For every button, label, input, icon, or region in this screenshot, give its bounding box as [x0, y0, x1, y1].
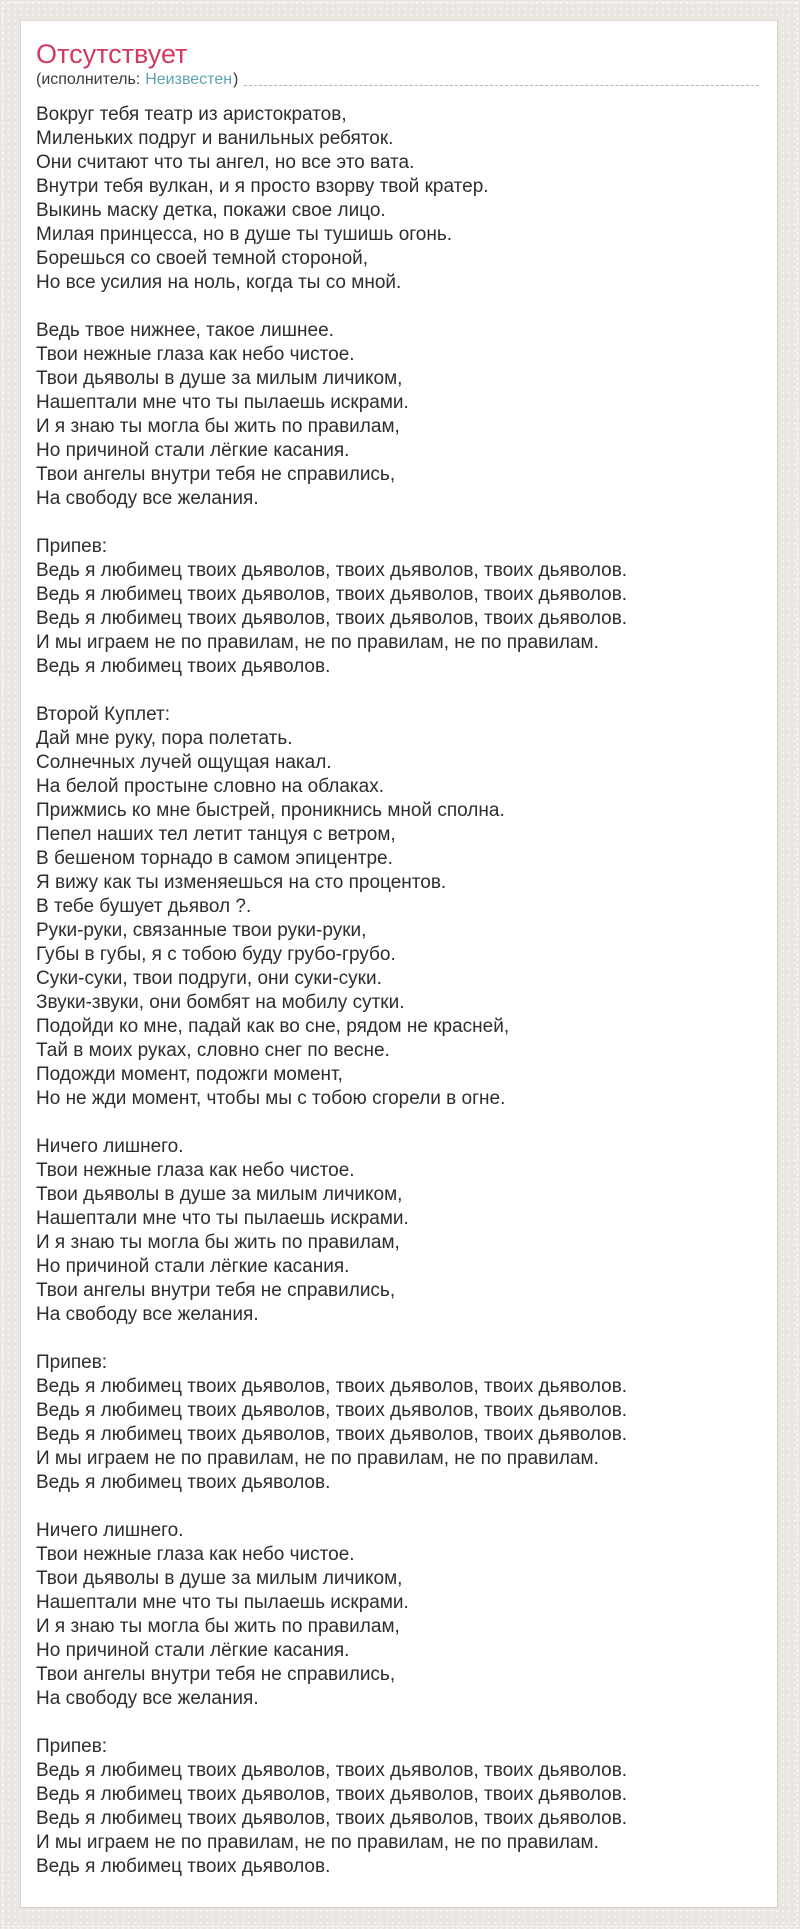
- lyric-line: На свободу все желания.: [36, 488, 259, 509]
- artist-row: [36, 69, 759, 91]
- lyric-line: Ведь я любимец твоих дьяволов, твоих дьяволов, твоих дьяволов.: [36, 608, 628, 629]
- lyric-line: Твои ангелы внутри тебя не справились,: [36, 1280, 396, 1301]
- lyric-line: На свободу все желания.: [36, 1688, 259, 1709]
- lyric-line: Выкинь маску детка, покажи свое лицо.: [36, 200, 386, 221]
- lyric-line: Припев:: [36, 1736, 108, 1757]
- lyric-line: Припев:: [36, 536, 108, 557]
- lyric-line: Звуки-звуки, они бомбят на мобилу сутки.: [36, 992, 405, 1013]
- lyric-line: Ведь я любимец твоих дьяволов.: [36, 1856, 331, 1877]
- stanza: [36, 1351, 759, 1495]
- lyric-line: И мы играем не по правилам, не по правилам, не по правилам.: [36, 1448, 599, 1469]
- lyric-line: Внутри тебя вулкан, и я просто взорву твой кратер.: [36, 176, 489, 197]
- lyric-line: Ведь я любимец твоих дьяволов, твоих дьяволов, твоих дьяволов.: [36, 1808, 628, 1829]
- lyric-line: Солнечных лучей ощущая накал.: [36, 752, 332, 773]
- lyric-line: Ничего лишнего.: [36, 1520, 184, 1541]
- lyric-line: Руки-руки, связанные твои руки-руки,: [36, 920, 367, 941]
- lyric-line: Пепел наших тел летит танцуя с ветром,: [36, 824, 396, 845]
- lyric-line: В бешеном торнадо в самом эпицентре.: [36, 848, 393, 869]
- lyric-line: Твои дьяволы в душе за милым личиком,: [36, 368, 403, 389]
- lyric-line: И я знаю ты могла бы жить по правилам,: [36, 1232, 400, 1253]
- lyric-line: Но не жди момент, чтобы мы с тобою сгорели в огне.: [36, 1088, 506, 1109]
- dashed-separator: [244, 85, 759, 86]
- lyric-line: Вокруг тебя театр из аристократов,: [36, 104, 347, 125]
- lyric-line: Миленьких подруг и ванильных ребяток.: [36, 128, 394, 149]
- lyric-line: Но причиной стали лёгкие касания.: [36, 440, 350, 461]
- lyric-line: На белой простыне словно на облаках.: [36, 776, 385, 797]
- lyric-line: Нашептали мне что ты пылаешь искрами.: [36, 1592, 409, 1613]
- lyric-line: Я вижу как ты изменяешься на сто процентов.: [36, 872, 447, 893]
- lyric-line: Они считают что ты ангел, но все это вата.: [36, 152, 415, 173]
- lyric-line: На свободу все желания.: [36, 1304, 259, 1325]
- artist-label-suffix: ): [233, 71, 239, 88]
- lyric-line: И я знаю ты могла бы жить по правилам,: [36, 416, 400, 437]
- lyric-line: Твои нежные глаза как небо чистое.: [36, 344, 355, 365]
- lyric-line: Но причиной стали лёгкие касания.: [36, 1640, 350, 1661]
- lyric-line: Твои дьяволы в душе за милым личиком,: [36, 1568, 403, 1589]
- lyric-line: Суки-суки, твои подруги, они суки-суки.: [36, 968, 382, 989]
- lyric-line: Подойди ко мне, падай как во сне, рядом не красней,: [36, 1016, 510, 1037]
- stanza: [36, 703, 759, 1111]
- lyric-line: Но причиной стали лёгкие касания.: [36, 1256, 350, 1277]
- stanza: [36, 1519, 759, 1711]
- lyric-line: Ведь я любимец твоих дьяволов, твоих дьяволов, твоих дьяволов.: [36, 584, 628, 605]
- lyric-line: Припев:: [36, 1352, 108, 1373]
- lyrics-text: [36, 103, 759, 1879]
- lyric-line: Ведь я любимец твоих дьяволов, твоих дьяволов, твоих дьяволов.: [36, 1784, 628, 1805]
- artist-label-prefix: (исполнитель:: [36, 71, 141, 88]
- lyric-line: В тебе бушует дьявол ?.: [36, 896, 252, 917]
- lyric-line: Нашептали мне что ты пылаешь искрами.: [36, 1208, 409, 1229]
- lyric-line: Ничего лишнего.: [36, 1136, 184, 1157]
- lyric-line: Твои ангелы внутри тебя не справились,: [36, 464, 396, 485]
- lyric-line: Борешься со своей темной стороной,: [36, 248, 369, 269]
- lyric-line: И я знаю ты могла бы жить по правилам,: [36, 1616, 400, 1637]
- stanza: [36, 1735, 759, 1879]
- lyric-line: Ведь я любимец твоих дьяволов, твоих дьяволов, твоих дьяволов.: [36, 1424, 628, 1445]
- lyric-line: Ведь я любимец твоих дьяволов, твоих дьяволов, твоих дьяволов.: [36, 1376, 628, 1397]
- lyric-line: Твои нежные глаза как небо чистое.: [36, 1160, 355, 1181]
- lyric-line: И мы играем не по правилам, не по правилам, не по правилам.: [36, 632, 599, 653]
- lyric-line: Но все усилия на ноль, когда ты со мной.: [36, 272, 402, 293]
- lyric-line: Тай в моих руках, словно снег по весне.: [36, 1040, 390, 1061]
- lyric-line: Ведь я любимец твоих дьяволов, твоих дьяволов, твоих дьяволов.: [36, 1400, 628, 1421]
- lyric-line: И мы играем не по правилам, не по правилам, не по правилам.: [36, 1832, 599, 1853]
- lyric-line: Твои нежные глаза как небо чистое.: [36, 1544, 355, 1565]
- lyric-line: Подожди момент, подожги момент,: [36, 1064, 343, 1085]
- lyric-line: Губы в губы, я с тобою буду грубо-грубо.: [36, 944, 396, 965]
- stanza: [36, 1135, 759, 1327]
- lyric-line: Дай мне руку, пора полетать.: [36, 728, 293, 749]
- lyric-line: Твои ангелы внутри тебя не справились,: [36, 1664, 396, 1685]
- lyric-line: Ведь твое нижнее, такое лишнее.: [36, 320, 334, 341]
- lyric-line: Нашептали мне что ты пылаешь искрами.: [36, 392, 409, 413]
- lyric-line: Ведь я любимец твоих дьяволов.: [36, 656, 331, 677]
- lyric-line: Ведь я любимец твоих дьяволов, твоих дьяволов, твоих дьяволов.: [36, 1760, 628, 1781]
- lyric-line: Ведь я любимец твоих дьяволов.: [36, 1472, 331, 1493]
- lyrics-card: [20, 20, 778, 1908]
- stanza: [36, 103, 759, 295]
- lyric-line: Прижмись ко мне быстрей, проникнись мной сполна.: [36, 800, 505, 821]
- stanza: [36, 535, 759, 679]
- lyric-line: Второй Куплет:: [36, 704, 170, 725]
- stanza: [36, 319, 759, 511]
- lyric-line: Милая принцесса, но в душе ты тушишь огонь.: [36, 224, 453, 245]
- lyric-line: Твои дьяволы в душе за милым личиком,: [36, 1184, 403, 1205]
- artist-link[interactable]: Неизвестен: [145, 71, 233, 88]
- lyric-line: Ведь я любимец твоих дьяволов, твоих дьяволов, твоих дьяволов.: [36, 560, 628, 581]
- song-title-link[interactable]: Отсутствует: [36, 39, 188, 69]
